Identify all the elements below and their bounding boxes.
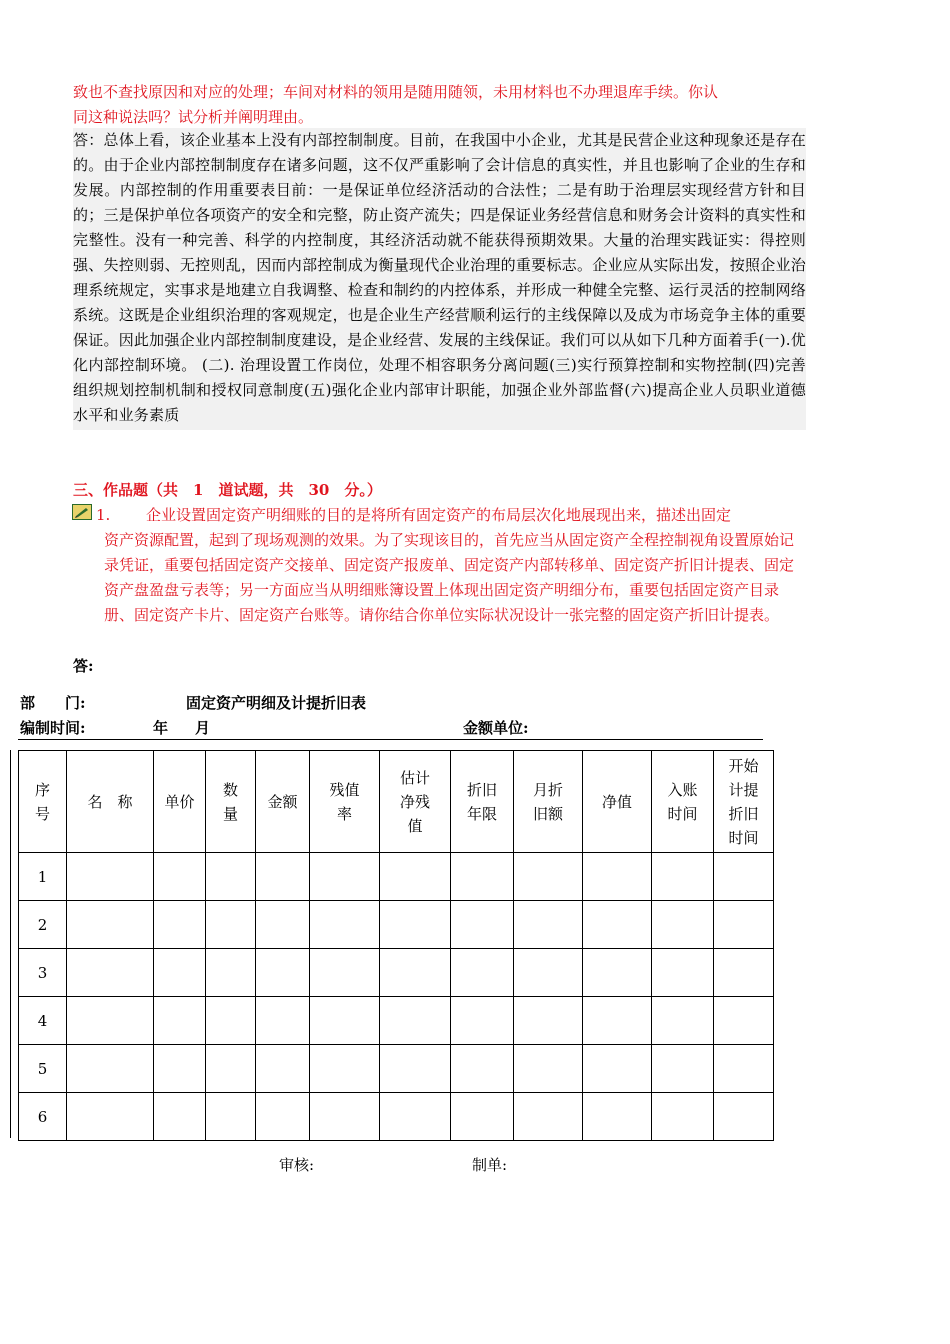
table-cell[interactable] [310, 949, 380, 997]
unit-label: 金额单位: [463, 719, 529, 737]
table-cell[interactable] [714, 853, 774, 901]
date-label: 编制时间: [20, 719, 86, 737]
table-row [19, 853, 774, 901]
column-header: 残值率 [310, 751, 380, 853]
table-cell[interactable] [451, 901, 514, 949]
table-cell[interactable] [652, 997, 714, 1045]
table-cell[interactable] [714, 1045, 774, 1093]
maker-label: 制单: [472, 1156, 508, 1174]
table-cell[interactable] [67, 949, 154, 997]
question-tail [73, 80, 803, 130]
table-cell[interactable] [154, 1045, 206, 1093]
column-header: 开始计提折旧时间 [714, 751, 774, 853]
table-cell[interactable] [451, 1093, 514, 1141]
table-cell[interactable] [206, 853, 256, 901]
table-cell[interactable] [514, 1045, 583, 1093]
table-cell[interactable] [380, 853, 451, 901]
form-title: 固定资产明细及计提折旧表 [186, 694, 367, 712]
table-cell[interactable] [514, 901, 583, 949]
question-tail-line1: 致也不查找原因和对应的处理；车间对材料的领用是随用随领，未用材料也不办理退库手续。你认 [73, 83, 719, 101]
header-rule [18, 739, 763, 740]
column-header: 折旧年限 [451, 751, 514, 853]
answer-label: 答: [73, 657, 94, 675]
table-cell[interactable] [652, 853, 714, 901]
table-row [19, 997, 774, 1045]
table-cell[interactable] [67, 1045, 154, 1093]
table-cell[interactable] [154, 901, 206, 949]
table-cell[interactable] [583, 901, 652, 949]
row-number: 6 [19, 1093, 67, 1141]
row-number: 5 [19, 1045, 67, 1093]
table-cell[interactable] [583, 997, 652, 1045]
column-header: 净值 [583, 751, 652, 853]
column-header: 名 称 [67, 751, 154, 853]
table-cell[interactable] [514, 949, 583, 997]
table-cell[interactable] [583, 949, 652, 997]
table-cell[interactable] [380, 949, 451, 997]
table-cell[interactable] [206, 949, 256, 997]
review-label: 审核: [279, 1156, 315, 1174]
row-number: 4 [19, 997, 67, 1045]
column-header: 单价 [154, 751, 206, 853]
table-cell[interactable] [206, 1093, 256, 1141]
column-header: 金额 [256, 751, 310, 853]
table-cell[interactable] [256, 997, 310, 1045]
table-cell[interactable] [514, 1093, 583, 1141]
table-cell[interactable] [256, 949, 310, 997]
table-cell[interactable] [714, 1093, 774, 1141]
table-cell[interactable] [714, 901, 774, 949]
pencil-icon [72, 504, 92, 520]
table-row [19, 901, 774, 949]
column-header: 序号 [19, 751, 67, 853]
section-title: 三、作品题（共 1 道试题，共 30 分。） [73, 481, 382, 499]
table-cell[interactable] [652, 949, 714, 997]
table-cell[interactable] [310, 1093, 380, 1141]
table-cell[interactable] [583, 1093, 652, 1141]
column-header: 入账时间 [652, 751, 714, 853]
table-cell[interactable] [154, 997, 206, 1045]
table-cell[interactable] [380, 1093, 451, 1141]
depreciation-table [18, 750, 774, 1141]
table-cell[interactable] [583, 853, 652, 901]
table-cell[interactable] [652, 1045, 714, 1093]
table-cell[interactable] [206, 901, 256, 949]
row-number: 1 [19, 853, 67, 901]
table-cell[interactable] [652, 1093, 714, 1141]
question-number: 1. [96, 506, 111, 524]
table-body [19, 853, 774, 1141]
column-header: 数量 [206, 751, 256, 853]
table-cell[interactable] [67, 1093, 154, 1141]
question-text-first: 企业设置固定资产明细账的目的是将所有固定资产的布局层次化地展现出来，描述出固定 [146, 506, 732, 524]
table-cell[interactable] [310, 1045, 380, 1093]
row-number: 2 [19, 901, 67, 949]
table-cell[interactable] [154, 853, 206, 901]
table-cell[interactable] [380, 1045, 451, 1093]
table-cell[interactable] [256, 1045, 310, 1093]
column-header: 月折旧额 [514, 751, 583, 853]
table-cell[interactable] [451, 997, 514, 1045]
table-cell[interactable] [514, 853, 583, 901]
table-cell[interactable] [256, 901, 310, 949]
table-cell[interactable] [154, 1093, 206, 1141]
dept-label: 部 门: [20, 694, 86, 712]
table-cell[interactable] [451, 853, 514, 901]
table-cell[interactable] [380, 901, 451, 949]
table-cell[interactable] [310, 853, 380, 901]
table-cell[interactable] [583, 1045, 652, 1093]
question-2 [96, 503, 806, 628]
table-row [19, 1045, 774, 1093]
table-cell[interactable] [380, 997, 451, 1045]
table-cell[interactable] [714, 997, 774, 1045]
question-tail-line2: 同这种说法吗？试分析并阐明理由。 [73, 108, 314, 126]
table-cell[interactable] [652, 901, 714, 949]
table-cell[interactable] [310, 997, 380, 1045]
table-header-row [19, 751, 774, 853]
table-cell[interactable] [310, 901, 380, 949]
month-label: 月 [195, 719, 211, 737]
table-cell[interactable] [256, 853, 310, 901]
column-header: 估计净残值 [380, 751, 451, 853]
table-row [19, 1093, 774, 1141]
answer-block: 答：总体上看，该企业基本上没有内部控制制度。目前，在我国中小企业，尤其是民营企业这种现象还是存在的。由于企业内部控制制度存在诸多问题，这不仅严重影响了会计信息的真实性，并且也影响了企业的生存和发展。内部控制的作用重要表目前：一是保证单位经济活动的合法性；二是有助于治理层实现经营方针和目的；三是保护单位各项资产的安全和完整，防止资产流失；四是保证业务经营信息和财务会计资料的真实性和完整性。没有一种完善、科学的内控制度，其经济活动就不能获得预期效果。大量的治理实践证实：得控则强、失控则弱、无控则乱，因而内部控制成为衡量现代企业治理的重要标志。企业应从实际出发，按照企业治理系统规定，实事求是地建立自我调整、检查和制约的内控体系，并形成一种健全完整、运行灵活的控制网络系统。这既是企业组织治理的客观规定，也是企业生产经营顺利运行的主线保障以及成为市场竞争主体的重要保证。因此加强企业内部控制制度建设，是企业经营、发展的主线保证。我们可以从如下几种方面着手(一).优化内部控制环境。 (二). 治理设置工作岗位，处理不相容职务分离问题(三)实行预算控制和实物控制(四)完善组织规划控制机制和授权同意制度(五)强化企业内部审计职能，加强企业外部监督(六)提高企业人员职业道德水平和业务素质 [73, 128, 806, 430]
table-cell[interactable] [67, 853, 154, 901]
table-cell[interactable] [154, 949, 206, 997]
table-cell[interactable] [67, 997, 154, 1045]
year-label: 年 [153, 719, 169, 737]
table-cell[interactable] [714, 949, 774, 997]
table-left-stub [10, 750, 11, 1138]
table-row [19, 949, 774, 997]
table-cell[interactable] [206, 997, 256, 1045]
table-cell[interactable] [256, 1093, 310, 1141]
table-cell[interactable] [514, 997, 583, 1045]
table-cell[interactable] [206, 1045, 256, 1093]
row-number: 3 [19, 949, 67, 997]
table-cell[interactable] [67, 901, 154, 949]
table-cell[interactable] [451, 949, 514, 997]
question-text-rest: 资产资源配置，起到了现场观测的效果。为了实现该目的，首先应当从固定资产全程控制视角设置原始记录凭证，重要包括固定资产交接单、固定资产报废单、固定资产内部转移单、固定资产折旧计提表、固定资产盘盈盘亏表等；另一方面应当从明细账簿设置上体现出固定资产明细分布，重要包括固定资产目录册、固定资产卡片、固定资产台账等。请你结合你单位实际状况设计一张完整的固定资产折旧计提表。 [104, 531, 795, 624]
table-cell[interactable] [451, 1045, 514, 1093]
